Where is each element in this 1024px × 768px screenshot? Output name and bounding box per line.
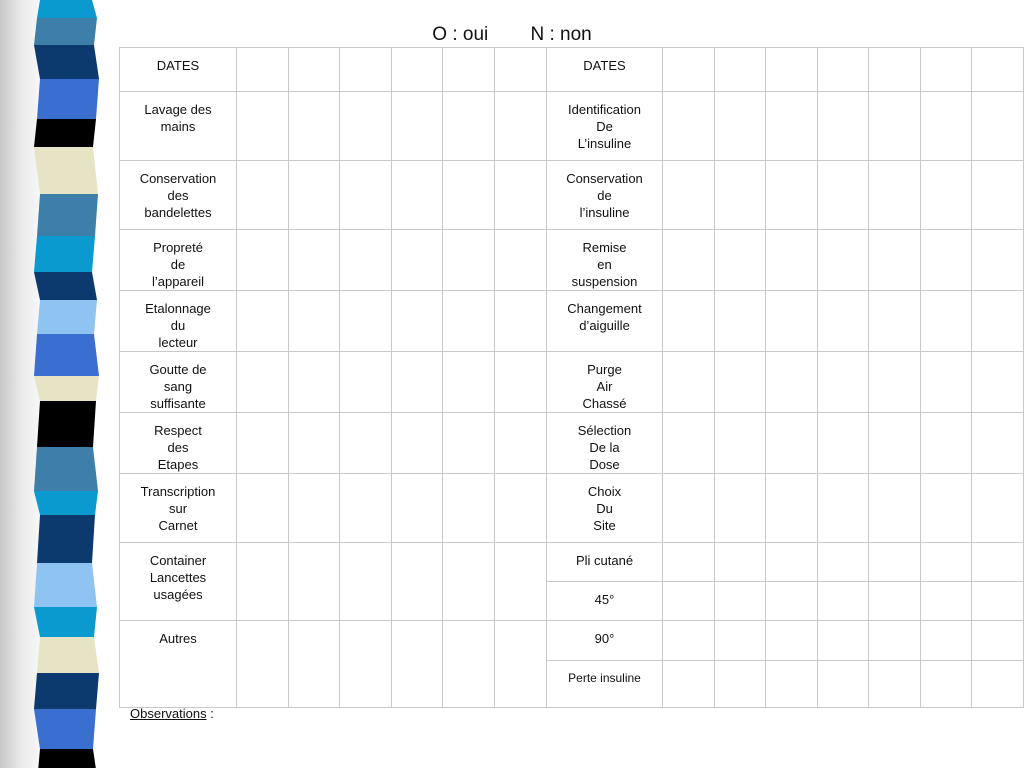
checkbox-cell[interactable] xyxy=(289,291,340,352)
checkbox-cell[interactable] xyxy=(392,161,443,230)
criterion-label: Changement d’aiguille xyxy=(547,291,663,352)
checkbox-cell[interactable] xyxy=(340,352,392,413)
checkbox-cell[interactable] xyxy=(663,661,715,708)
checkbox-cell[interactable] xyxy=(869,413,921,474)
checkbox-cell[interactable] xyxy=(818,161,869,230)
checkbox-cell[interactable] xyxy=(869,543,921,582)
checkbox-cell[interactable] xyxy=(289,161,340,230)
checkbox-cell[interactable] xyxy=(443,543,495,621)
checkbox-cell[interactable] xyxy=(921,92,972,161)
checkbox-cell[interactable] xyxy=(818,413,869,474)
checkbox-cell[interactable] xyxy=(972,291,1024,352)
checkbox-cell[interactable] xyxy=(766,661,818,708)
checkbox-cell[interactable] xyxy=(663,92,715,161)
checkbox-cell[interactable] xyxy=(715,161,766,230)
checkbox-cell[interactable] xyxy=(921,352,972,413)
criterion-label: Perte insuline xyxy=(547,661,663,708)
checkbox-cell[interactable] xyxy=(237,92,289,161)
criterion-label: Identification De L’insuline xyxy=(547,92,663,161)
checkbox-cell[interactable] xyxy=(289,474,340,543)
stripe-segment xyxy=(37,194,98,236)
criterion-label: Choix Du Site xyxy=(547,474,663,543)
checkbox-cell[interactable] xyxy=(715,92,766,161)
decorative-stripe-bar xyxy=(0,0,118,768)
stripe-segment xyxy=(34,491,98,515)
checkbox-cell[interactable] xyxy=(237,230,289,291)
checkbox-cell[interactable] xyxy=(715,352,766,413)
checkbox-cell[interactable] xyxy=(818,543,869,582)
criterion-label: Pli cutané xyxy=(547,543,663,582)
checkbox-cell[interactable] xyxy=(715,582,766,621)
checkbox-cell[interactable] xyxy=(289,92,340,161)
dates-header-right: DATES xyxy=(547,48,663,92)
care-checklist-table xyxy=(119,47,1024,708)
checkbox-cell[interactable] xyxy=(766,48,818,92)
checkbox-cell[interactable] xyxy=(392,474,443,543)
criterion-label: Propreté de l’appareil xyxy=(120,230,237,291)
checkbox-cell[interactable] xyxy=(495,291,547,352)
stripe-segment xyxy=(34,236,95,272)
checkbox-cell[interactable] xyxy=(663,161,715,230)
checkbox-cell[interactable] xyxy=(972,582,1024,621)
checkbox-cell[interactable] xyxy=(495,161,547,230)
checkbox-cell[interactable] xyxy=(972,92,1024,161)
legend-header: O : oui N : non xyxy=(432,24,592,45)
checkbox-cell[interactable] xyxy=(869,352,921,413)
checkbox-cell[interactable] xyxy=(237,48,289,92)
table-row xyxy=(120,291,1024,352)
checkbox-cell[interactable] xyxy=(340,92,392,161)
stripe-segment xyxy=(34,272,97,300)
checkbox-cell[interactable] xyxy=(663,621,715,661)
checkbox-cell[interactable] xyxy=(495,621,547,708)
stripe-segment xyxy=(34,45,99,79)
criterion-label: 90° xyxy=(547,621,663,661)
stripe-segment xyxy=(34,563,97,607)
criterion-label: Goutte de sang suffisante xyxy=(120,352,237,413)
criterion-label: Respect des Etapes xyxy=(120,413,237,474)
checkbox-cell[interactable] xyxy=(869,161,921,230)
checkbox-cell[interactable] xyxy=(340,291,392,352)
checkbox-cell[interactable] xyxy=(972,161,1024,230)
checkbox-cell[interactable] xyxy=(495,352,547,413)
checkbox-cell[interactable] xyxy=(237,543,289,621)
checkbox-cell[interactable] xyxy=(663,291,715,352)
stripe-segment xyxy=(34,607,97,637)
checkbox-cell[interactable] xyxy=(766,413,818,474)
checkbox-cell[interactable] xyxy=(972,230,1024,291)
checkbox-cell[interactable] xyxy=(972,661,1024,708)
checkbox-cell[interactable] xyxy=(921,474,972,543)
checkbox-cell[interactable] xyxy=(495,413,547,474)
stripe-segment xyxy=(34,334,99,376)
table-row xyxy=(120,474,1024,543)
checkbox-cell[interactable] xyxy=(443,161,495,230)
checkbox-cell[interactable] xyxy=(818,230,869,291)
table-row xyxy=(120,352,1024,413)
checkbox-cell[interactable] xyxy=(766,291,818,352)
table-row xyxy=(120,543,1024,582)
checkbox-cell[interactable] xyxy=(972,543,1024,582)
checkbox-cell[interactable] xyxy=(869,474,921,543)
checkbox-cell[interactable] xyxy=(869,661,921,708)
checkbox-cell[interactable] xyxy=(392,352,443,413)
checkbox-cell[interactable] xyxy=(392,413,443,474)
checkbox-cell[interactable] xyxy=(715,291,766,352)
checkbox-cell[interactable] xyxy=(443,621,495,708)
checkbox-cell[interactable] xyxy=(340,413,392,474)
checkbox-cell[interactable] xyxy=(818,474,869,543)
checkbox-cell[interactable] xyxy=(663,413,715,474)
criterion-label: Autres xyxy=(120,621,237,708)
stripe-segment xyxy=(34,147,98,194)
checkbox-cell[interactable] xyxy=(715,543,766,582)
criterion-label: Conservation de l’insuline xyxy=(547,161,663,230)
criterion-label: Container Lancettes usagées xyxy=(120,543,237,621)
dates-header-left: DATES xyxy=(120,48,237,92)
checkbox-cell[interactable] xyxy=(972,48,1024,92)
table-row xyxy=(120,161,1024,230)
checkbox-cell[interactable] xyxy=(340,621,392,708)
checkbox-cell[interactable] xyxy=(766,161,818,230)
checkbox-cell[interactable] xyxy=(392,621,443,708)
checkbox-cell[interactable] xyxy=(921,48,972,92)
checkbox-cell[interactable] xyxy=(766,352,818,413)
criterion-label: Remise en suspension xyxy=(547,230,663,291)
checkbox-cell[interactable] xyxy=(663,474,715,543)
checkbox-cell[interactable] xyxy=(818,48,869,92)
checkbox-cell[interactable] xyxy=(663,582,715,621)
checkbox-cell[interactable] xyxy=(663,543,715,582)
checkbox-cell[interactable] xyxy=(237,291,289,352)
checkbox-cell[interactable] xyxy=(766,92,818,161)
checkbox-cell[interactable] xyxy=(869,621,921,661)
checkbox-cell[interactable] xyxy=(715,474,766,543)
observations-label xyxy=(130,706,214,721)
checkbox-cell[interactable] xyxy=(766,474,818,543)
checkbox-cell[interactable] xyxy=(340,48,392,92)
checkbox-cell[interactable] xyxy=(972,621,1024,661)
checkbox-cell[interactable] xyxy=(818,92,869,161)
checkbox-cell[interactable] xyxy=(340,161,392,230)
stripe-segment xyxy=(34,673,99,709)
table-row xyxy=(120,230,1024,291)
checkbox-cell[interactable] xyxy=(921,230,972,291)
table-row xyxy=(120,621,1024,661)
criterion-label: Lavage des mains xyxy=(120,92,237,161)
checkbox-cell[interactable] xyxy=(443,291,495,352)
observations-title: Observations xyxy=(130,706,207,721)
checkbox-cell[interactable] xyxy=(289,48,340,92)
checkbox-cell[interactable] xyxy=(715,621,766,661)
stripe-segment xyxy=(37,637,99,673)
table-row xyxy=(120,48,1024,92)
checkbox-cell[interactable] xyxy=(237,474,289,543)
checkbox-cell[interactable] xyxy=(818,291,869,352)
checkbox-cell[interactable] xyxy=(495,48,547,92)
checkbox-cell[interactable] xyxy=(972,413,1024,474)
checkbox-cell[interactable] xyxy=(237,621,289,708)
checkbox-cell[interactable] xyxy=(443,474,495,543)
criterion-label: Sélection De la Dose xyxy=(547,413,663,474)
checkbox-cell[interactable] xyxy=(289,413,340,474)
criterion-label: Etalonnage du lecteur xyxy=(120,291,237,352)
checkbox-cell[interactable] xyxy=(237,161,289,230)
checkbox-cell[interactable] xyxy=(715,661,766,708)
checkbox-cell[interactable] xyxy=(340,230,392,291)
checkbox-cell[interactable] xyxy=(443,48,495,92)
checkbox-cell[interactable] xyxy=(663,352,715,413)
checkbox-cell[interactable] xyxy=(663,48,715,92)
checkbox-cell[interactable] xyxy=(818,621,869,661)
stripe-segment xyxy=(34,447,98,491)
checkbox-cell[interactable] xyxy=(340,543,392,621)
observations-colon: : xyxy=(206,706,214,721)
checkbox-cell[interactable] xyxy=(443,413,495,474)
table-row xyxy=(120,413,1024,474)
criterion-label: Transcription sur Carnet xyxy=(120,474,237,543)
checkbox-cell[interactable] xyxy=(921,291,972,352)
checkbox-cell[interactable] xyxy=(766,582,818,621)
checkbox-cell[interactable] xyxy=(869,230,921,291)
checkbox-cell[interactable] xyxy=(289,621,340,708)
checkbox-cell[interactable] xyxy=(392,48,443,92)
checkbox-cell[interactable] xyxy=(495,474,547,543)
checkbox-cell[interactable] xyxy=(921,621,972,661)
criterion-label: 45° xyxy=(547,582,663,621)
checkbox-cell[interactable] xyxy=(921,543,972,582)
checkbox-cell[interactable] xyxy=(289,352,340,413)
checkbox-cell[interactable] xyxy=(663,230,715,291)
checkbox-cell[interactable] xyxy=(289,543,340,621)
checkbox-cell[interactable] xyxy=(237,352,289,413)
checkbox-cell[interactable] xyxy=(443,92,495,161)
checkbox-cell[interactable] xyxy=(766,230,818,291)
checkbox-cell[interactable] xyxy=(392,230,443,291)
checkbox-cell[interactable] xyxy=(818,582,869,621)
checkbox-cell[interactable] xyxy=(869,48,921,92)
checkbox-cell[interactable] xyxy=(495,543,547,621)
stripe-segment xyxy=(37,515,95,563)
checkbox-cell[interactable] xyxy=(818,352,869,413)
checkbox-cell[interactable] xyxy=(237,413,289,474)
checkbox-cell[interactable] xyxy=(340,474,392,543)
checkbox-cell[interactable] xyxy=(392,92,443,161)
stripe-segment xyxy=(37,79,99,119)
stripe-segment xyxy=(34,376,99,401)
checkbox-cell[interactable] xyxy=(921,661,972,708)
checkbox-cell[interactable] xyxy=(921,161,972,230)
checkbox-cell[interactable] xyxy=(443,352,495,413)
stripe-pattern xyxy=(0,0,118,768)
checkbox-cell[interactable] xyxy=(818,661,869,708)
checkbox-cell[interactable] xyxy=(715,48,766,92)
checkbox-cell[interactable] xyxy=(766,621,818,661)
stripe-segment xyxy=(34,119,96,147)
checkbox-cell[interactable] xyxy=(972,352,1024,413)
criterion-label: Purge Air Chassé xyxy=(547,352,663,413)
criterion-label: Conservation des bandelettes xyxy=(120,161,237,230)
stripe-segment xyxy=(37,300,97,334)
checkbox-cell[interactable] xyxy=(869,291,921,352)
checkbox-cell[interactable] xyxy=(921,582,972,621)
stripe-segment xyxy=(37,749,98,768)
checkbox-cell[interactable] xyxy=(392,543,443,621)
stripe-segment xyxy=(34,709,96,749)
checkbox-cell[interactable] xyxy=(766,543,818,582)
checkbox-cell[interactable] xyxy=(495,230,547,291)
checkbox-cell[interactable] xyxy=(972,474,1024,543)
checkbox-cell[interactable] xyxy=(392,291,443,352)
checkbox-cell[interactable] xyxy=(715,230,766,291)
table-row xyxy=(120,92,1024,161)
stripe-segment xyxy=(37,0,97,18)
checkbox-cell[interactable] xyxy=(715,413,766,474)
checkbox-cell[interactable] xyxy=(869,92,921,161)
checkbox-cell[interactable] xyxy=(921,413,972,474)
checkbox-cell[interactable] xyxy=(443,230,495,291)
stripe-segment xyxy=(37,401,96,447)
checkbox-cell[interactable] xyxy=(869,582,921,621)
checkbox-cell[interactable] xyxy=(495,92,547,161)
checkbox-cell[interactable] xyxy=(289,230,340,291)
